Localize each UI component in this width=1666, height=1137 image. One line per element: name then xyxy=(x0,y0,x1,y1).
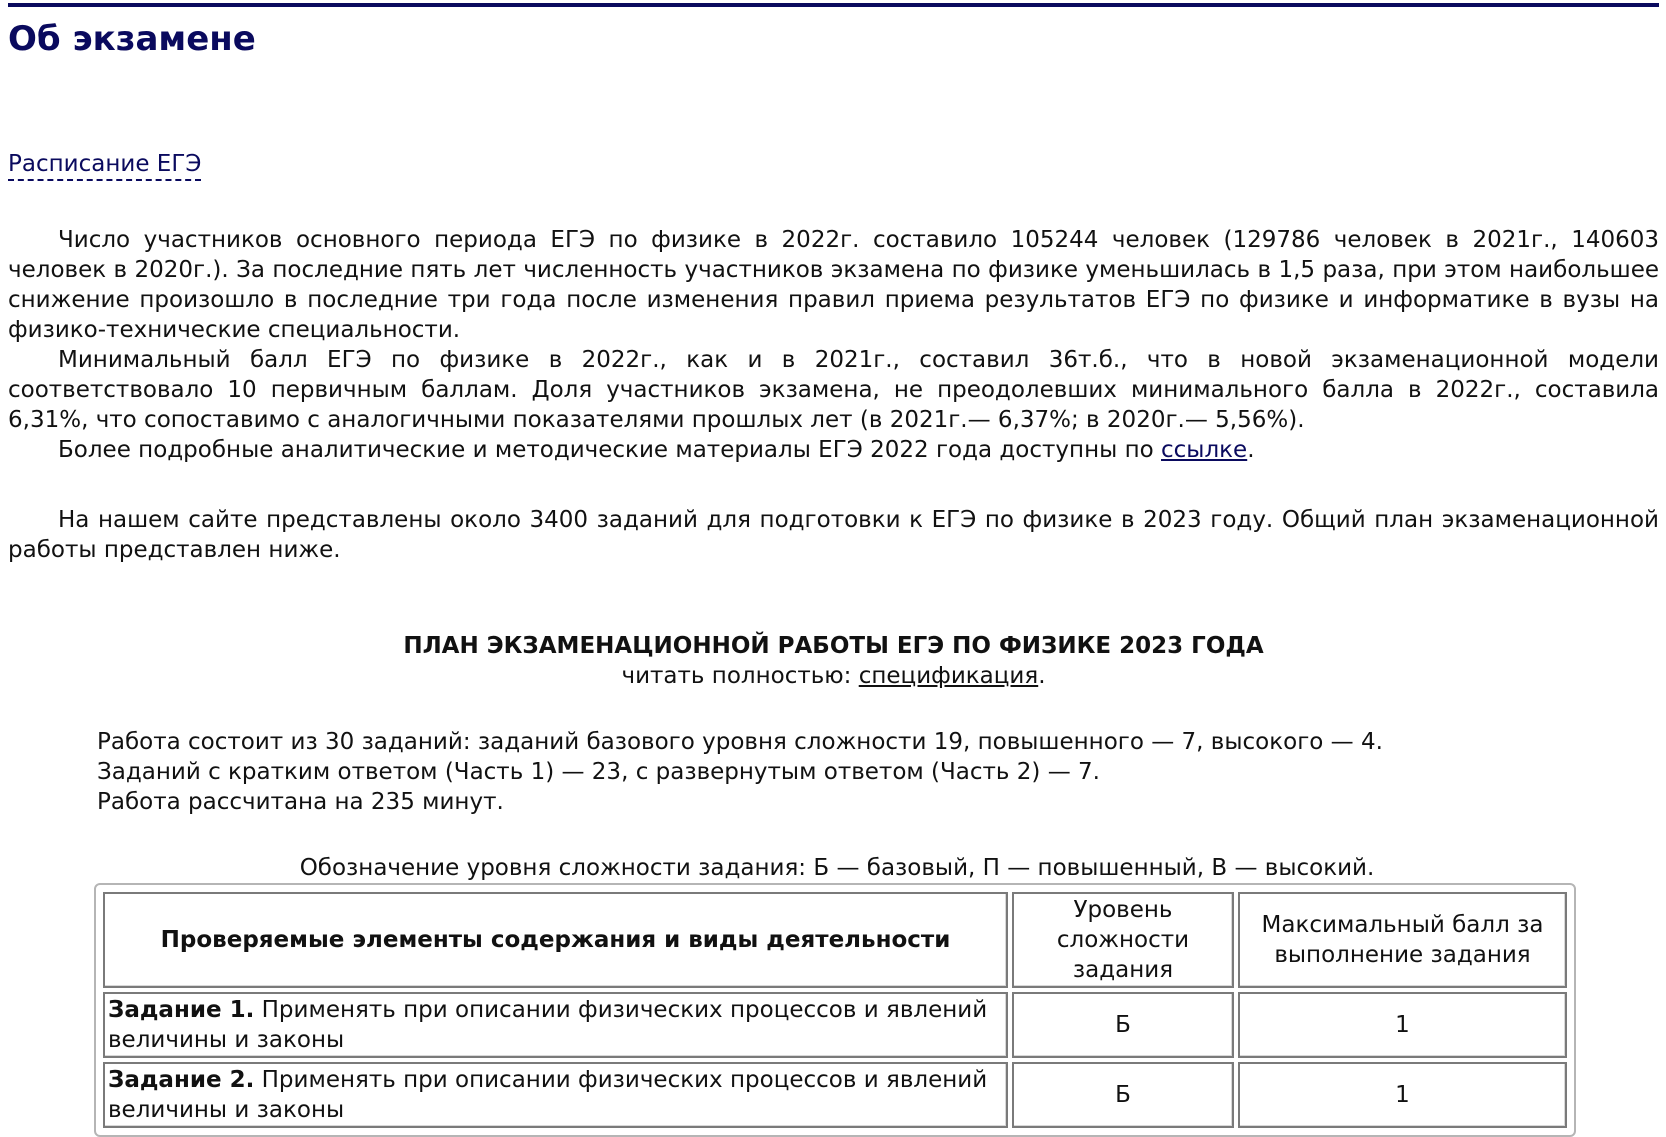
materials-link[interactable]: ссылке xyxy=(1161,437,1248,463)
header-max-score: Максимальный балл за выполнение задания xyxy=(1238,892,1567,988)
header-level: Уровень сложности задания xyxy=(1012,892,1234,988)
schedule-link[interactable]: Расписание ЕГЭ xyxy=(8,149,201,181)
task-description xyxy=(103,1062,1008,1128)
intro-paragraph-1: Число участников основного периода ЕГЭ по физике в 2022г. составило 105244 человек (129786 человек в 2021г., 140603 человек в 2020г.). За последние пять лет численность участников экзамена по физике уменьшилась в 1,5 раза, при этом наибольшее снижение произошло в последние три года после изменения правил приема результатов ЕГЭ по физике и информатике в вузы на физико-технические специальности. xyxy=(8,227,1659,343)
site-note-paragraph: На нашем сайте представлены около 3400 заданий для подготовки к ЕГЭ по физике в 2023 году. Общий план экзаменационной работы представлен ниже. xyxy=(8,507,1659,563)
intro-paragraph-3 xyxy=(8,435,1659,465)
table-row xyxy=(103,992,1567,1058)
plan-facts xyxy=(97,727,1659,817)
task-score: 1 xyxy=(1238,1062,1567,1128)
table-row xyxy=(103,1062,1567,1128)
plan-subtitle xyxy=(8,661,1659,691)
header-elements: Проверяемые элементы содержания и виды деятельности xyxy=(103,892,1008,988)
plan-subtitle-text: читать полностью: xyxy=(621,663,859,689)
task-score: 1 xyxy=(1238,992,1567,1058)
plan-title: ПЛАН ЭКЗАМЕНАЦИОННОЙ РАБОТЫ ЕГЭ ПО ФИЗИКЕ 2023 ГОДА xyxy=(403,633,1264,659)
task-level: Б xyxy=(1012,992,1234,1058)
plan-fact: Работа рассчитана на 235 минут. xyxy=(97,789,504,815)
plan-fact: Работа состоит из 30 заданий: заданий базового уровня сложности 19, повышенного — 7, высокого — 4. xyxy=(97,729,1383,755)
top-divider xyxy=(8,3,1659,7)
intro-paragraph-3-end: . xyxy=(1247,437,1255,463)
intro-paragraph-2: Минимальный балл ЕГЭ по физике в 2022г., как и в 2021г., составил 36т.б., что в новой экзаменационной модели соответствовало 10 первичным баллам. Доля участников экзамена, не преодолевших минимального балла в 2022г., составила 6,31%, что сопоставимо с аналогичными показателями прошлых лет (в 2021г.— 6,37%; в 2020г.— 5,56%). xyxy=(8,347,1659,433)
task-label: Задание 1. xyxy=(108,997,255,1023)
task-label: Задание 2. xyxy=(108,1067,255,1093)
page xyxy=(8,0,1659,1137)
specification-link[interactable]: спецификация xyxy=(858,663,1039,689)
task-level: Б xyxy=(1012,1062,1234,1128)
difficulty-legend: Обозначение уровня сложности задания: Б — базовый, П — повышенный, В — высокий. xyxy=(299,855,1375,881)
exam-plan-table xyxy=(99,888,1571,1132)
plan-fact: Заданий с кратким ответом (Часть 1) — 23, с развернутым ответом (Часть 2) — 7. xyxy=(97,759,1100,785)
task-text: Применять при описании физических процессов и явлений величины и законы xyxy=(108,997,988,1053)
intro-section xyxy=(8,225,1659,465)
exam-plan-table-wrapper xyxy=(94,883,1576,1137)
intro-paragraph-3-text: Более подробные аналитические и методические материалы ЕГЭ 2022 года доступны по xyxy=(58,437,1162,463)
plan-subtitle-end: . xyxy=(1038,663,1046,689)
table-header-row xyxy=(103,892,1567,988)
task-text: Применять при описании физических процессов и явлений величины и законы xyxy=(108,1067,988,1123)
task-description xyxy=(103,992,1008,1058)
site-note-section xyxy=(8,505,1659,565)
page-title: Об экзамене xyxy=(8,19,256,59)
